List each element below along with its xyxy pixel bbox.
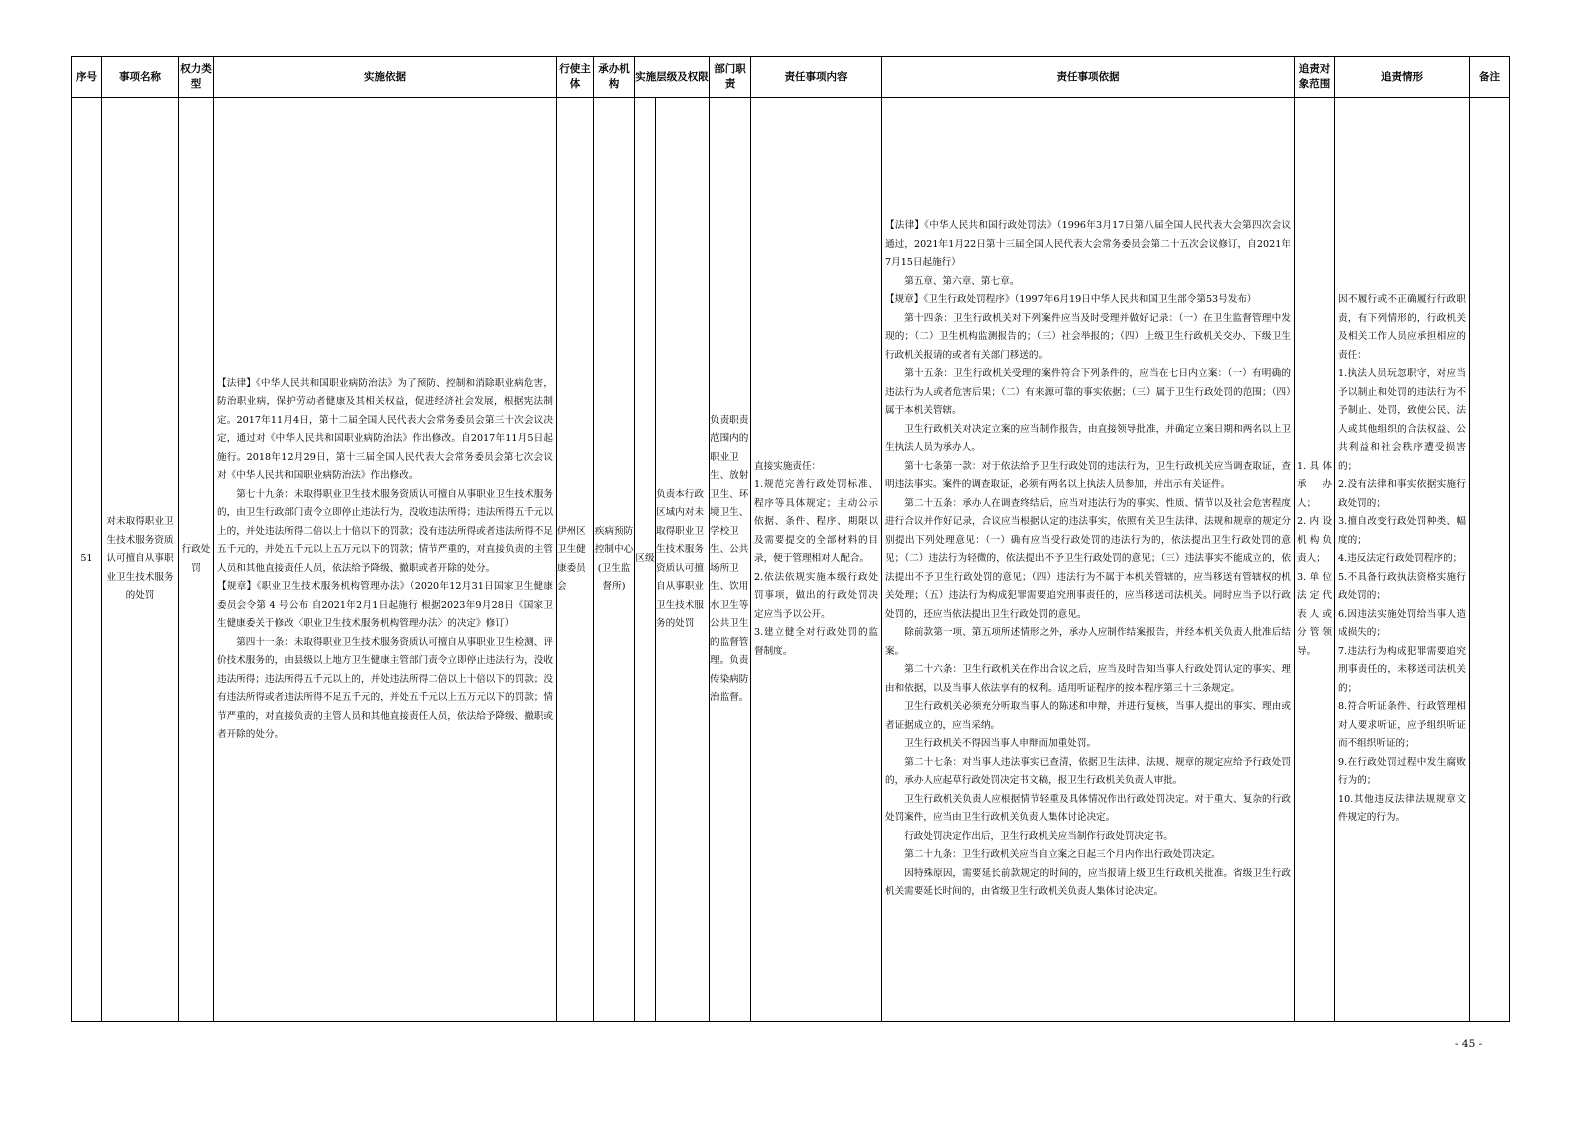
resp-content-line: 3.建立健全对行政处罚的监督制度。 <box>754 627 878 657</box>
resp-content-line: 直接实施责任： <box>754 460 822 472</box>
resp-basis-para: 第二十六条：卫生行政机关在作出合议之后，应当及时告知当事人行政处罚认定的事实、理由和依据，以及当事人依法享有的权利。适用听证程序的按本程序第三十三条规定。 <box>885 664 1291 694</box>
basis-para: 第七十九条：未取得职业卫生技术服务资质认可擅自从事职业卫生技术服务的，由卫生行政部门责令立即停止违法行为，没收违法所得；违法所得五千元以上的，并处违法所得二倍以上十倍以下的罚款；没有违法所得或者违法所得不足五千元的，并处五千元以上五万元以下的罚款；情节严重的，对直接负责的主管人员和其他直接责任人员，依法给予降级、撤职或者开除的处分。 <box>217 488 553 574</box>
acc-situation-line: 因不履行或不正确履行行政职责，有下列情形的，行政机关及相关工作人员应承担相应的责任： <box>1338 294 1466 361</box>
acc-situation-line: 7.违法行为构成犯罪需要追究刑事责任的，未移送司法机关的； <box>1338 645 1466 694</box>
resp-basis-para: 第十七条第一款：对于依法给予卫生行政处罚的违法行为，卫生行政机关应当调查取证，查明违法事实。案件的调查取证，必须有两名以上执法人员参加，并出示有关证件。 <box>885 460 1291 491</box>
acc-situation-line: 9.在行政处罚过程中发生腐败行为的； <box>1338 756 1466 787</box>
basis-para: 【规章】《职业卫生技术服务机构管理办法》（2020年12月31日国家卫生健康委员会令第 4 号公布 自2021年2月1日起施行 根据2023年9月28日《国家卫生健康委关于修改〈职业卫生技术服务机构管理办法〉的决定》修订） <box>217 581 553 629</box>
acc-situation-line: 10.其他违反法律法规规章文件规定的行为。 <box>1338 793 1466 824</box>
acc-scope-line: 1.具体承办人； <box>1297 460 1332 509</box>
resp-basis-para: 除前款第一项、第五项所述情形之外，承办人应制作结案报告，并经本机关负责人批准后结案。 <box>885 627 1291 657</box>
header-acc-situation: 追责情形 <box>1335 57 1470 98</box>
acc-situation-line: 2.没有法律和事实依据实施行政处罚的； <box>1338 479 1466 509</box>
cell-basis <box>214 98 557 1022</box>
cell-level: 区级 <box>635 98 656 1022</box>
cell-undertaker: 疾病预防控制中心(卫生监督所) <box>594 98 635 1022</box>
header-level: 实施层级及权限 <box>635 57 710 98</box>
cell-level-scope: 负责本行政区域内对未取得职业卫生技术服务资质认可擅自从事职业卫生技术服务的处罚 <box>656 98 710 1022</box>
header-resp-basis: 责任事项依据 <box>882 57 1295 98</box>
resp-basis-para: 卫生行政机关不得因当事人申辩而加重处罚。 <box>904 738 1097 750</box>
resp-basis-para: 第十五条：卫生行政机关受理的案件符合下列条件的，应当在七日内立案：（一）有明确的违法行为人或者危害后果；（二）有来源可靠的事实依据；（三）属于卫生行政处罚的范围；（四）属于本机关管辖。 <box>885 368 1291 417</box>
acc-situation-line: 1.执法人员玩忽职守，对应当予以制止和处罚的违法行为不予制止、处罚，致使公民、法人或其他组织的合法权益、公共利益和社会秩序遭受损害的； <box>1338 368 1466 472</box>
cell-power-type: 行政处罚 <box>179 98 214 1022</box>
resp-basis-para: 第二十七条：对当事人违法事实已查清，依据卫生法律、法规、规章的规定应给予行政处罚的，承办人应起草行政处罚决定书文稿，报卫生行政机关负责人审批。 <box>885 756 1291 787</box>
basis-para: 【法律】《中华人民共和国职业病防治法》为了预防、控制和消除职业病危害，防治职业病，保护劳动者健康及其相关权益，促进经济社会发展，根据宪法制定。2017年11月4日，第十二届全国人民代表大会常务委员会第三十次会议决定，通过对《中华人民共和国职业病防治法》作出修改。自2017年11月5日起施行。2018年12月29日，第十三届全国人民代表大会常务委员会第七次会议对《中华人民共和国职业病防治法》作出修改。 <box>217 377 553 481</box>
resp-basis-para: 第二十五条：承办人在调查终结后，应当对违法行为的事实、性质、情节以及社会危害程度进行合议并作好记录，合议应当根据认定的违法事实，依照有关卫生法律、法规和规章的规定分别提出下列处理意见：（一）确有应当受行政处罚的违法行为的，依法提出卫生行政处罚的意见；（二）违法行为轻微的，依法提出不予卫生行政处罚的意见；（三）违法事实不能成立的，依法提出不予卫生行政处罚的意见；（四）违法行为不属于本机关管辖的，应当移送有管辖权的机关处理；（五）违法行为构成犯罪需要追究刑事责任的，应当移送司法机关。同时应当予以行政处罚的，还应当依法提出卫生行政处罚的意见。 <box>885 497 1291 620</box>
header-basis: 实施依据 <box>214 57 557 98</box>
cell-duty: 负责职责范围内的职业卫生、放射卫生、环境卫生、学校卫生、公共场所卫生、饮用水卫生等公共卫生的监督管理。负责传染病防治监督。 <box>710 98 751 1022</box>
acc-situation-line: 5.不具备行政执法资格实施行政处罚的； <box>1338 571 1466 602</box>
cell-resp-basis <box>882 98 1295 1022</box>
basis-para: 第四十一条：未取得职业卫生技术服务资质认可擅自从事职业卫生检测、评价技术服务的，由县级以上地方卫生健康主管部门责令立即停止违法行为，没收违法所得；违法所得五千元以上的，并处违法所得二倍以上十倍以下的罚款；没有违法所得或者违法所得不足五千元的，并处五千元以上五万元以下的罚款；情节严重的，对直接负责的主管人员和其他直接责任人员，依法给予降级、撤职或者开除的处分。 <box>217 636 553 740</box>
table-header-row <box>72 57 1510 98</box>
header-power-type: 权力类型 <box>179 57 214 98</box>
header-undertaker: 承办机构 <box>594 57 635 98</box>
header-subject: 行使主体 <box>557 57 594 98</box>
resp-content-line: 2.依法依规实施本级行政处罚事项，做出的行政处罚决定应当予以公开。 <box>754 571 878 620</box>
acc-situation-line: 4.违反法定行政处罚程序的； <box>1338 553 1463 565</box>
resp-basis-para: 第十四条：卫生行政机关对下列案件应当及时受理并做好记录：（一）在卫生监督管理中发现的；（二）卫生机构监测报告的；（三）社会举报的；（四）上级卫生行政机关交办、下级卫生行政机关报请的或者有关部门移送的。 <box>885 312 1291 361</box>
resp-basis-para: 卫生行政机关负责人应根据情节轻重及具体情况作出行政处罚决定。对于重大、复杂的行政处罚案件，应当由卫生行政机关负责人集体讨论决定。 <box>885 793 1291 824</box>
cell-seq: 51 <box>72 98 102 1022</box>
cell-acc-scope <box>1295 98 1335 1022</box>
header-acc-scope: 追责对象范围 <box>1295 57 1335 98</box>
acc-situation-line: 3.擅自改变行政处罚种类、幅度的； <box>1338 516 1466 546</box>
cell-remark <box>1470 98 1510 1022</box>
resp-basis-para: 第二十九条：卫生行政机关应当自立案之日起三个月内作出行政处罚决定。 <box>904 849 1221 861</box>
resp-basis-para: 因特殊原因，需要延长前款规定的时间的，应当报请上级卫生行政机关批准。省级卫生行政机关需要延长时间的，由省级卫生行政机关负责人集体讨论决定。 <box>885 867 1291 898</box>
responsibility-table <box>71 56 1510 1022</box>
cell-acc-situation <box>1335 98 1470 1022</box>
table-row <box>72 98 1510 1022</box>
resp-basis-para: 【法律】《中华人民共和国行政处罚法》（1996年3月17日第八届全国人民代表大会第四次会议通过，2021年1月22日第十三届全国人民代表大会常务委员会第二十五次会议修订，自2021年7月15日起施行） <box>885 220 1291 269</box>
page-number: - 45 - <box>1455 1038 1483 1050</box>
acc-situation-line: 6.因违法实施处罚给当事人造成损失的； <box>1338 608 1466 639</box>
resp-basis-para: 卫生行政机关必须充分听取当事人的陈述和申辩，并进行复核，当事人提出的事实、理由或者证据成立的，应当采纳。 <box>885 701 1291 731</box>
resp-content-line: 1.规范完善行政处罚标准、程序等具体规定；主动公示依据、条件、程序、期限以及需要提交的全部材料的目录，便于管理相对人配合。 <box>754 479 878 565</box>
header-resp-content: 责任事项内容 <box>751 57 882 98</box>
acc-situation-line: 8.符合听证条件、行政管理相对人要求听证，应予组织听证而不组织听证的； <box>1338 701 1466 750</box>
resp-basis-para: 卫生行政机关对决定立案的应当制作报告，由直接领导批准，并确定立案日期和两名以上卫生执法人员为承办人。 <box>885 423 1291 454</box>
header-item-name: 事项名称 <box>102 57 179 98</box>
header-seq: 序号 <box>72 57 102 98</box>
header-duty: 部门职责 <box>710 57 751 98</box>
acc-scope-line: 2.内设机构负责人； <box>1297 516 1332 565</box>
cell-item-name: 对未取得职业卫生技术服务资质认可擅自从事职业卫生技术服务的处罚 <box>102 98 179 1022</box>
cell-subject: 伊州区卫生健康委员会 <box>557 98 594 1022</box>
resp-basis-para: 第五章、第六章、第七章。 <box>904 275 1020 287</box>
cell-resp-content <box>751 98 882 1022</box>
acc-scope-line: 3.单位法定代表人或分管领导。 <box>1297 571 1332 657</box>
resp-basis-para: 【规章】《卫生行政处罚程序》（1997年6月19日中华人民共和国卫生部令第53号发布） <box>885 294 1257 306</box>
header-remark: 备注 <box>1470 57 1510 98</box>
resp-basis-para: 行政处罚决定作出后，卫生行政机关应当制作行政处罚决定书。 <box>904 830 1173 842</box>
